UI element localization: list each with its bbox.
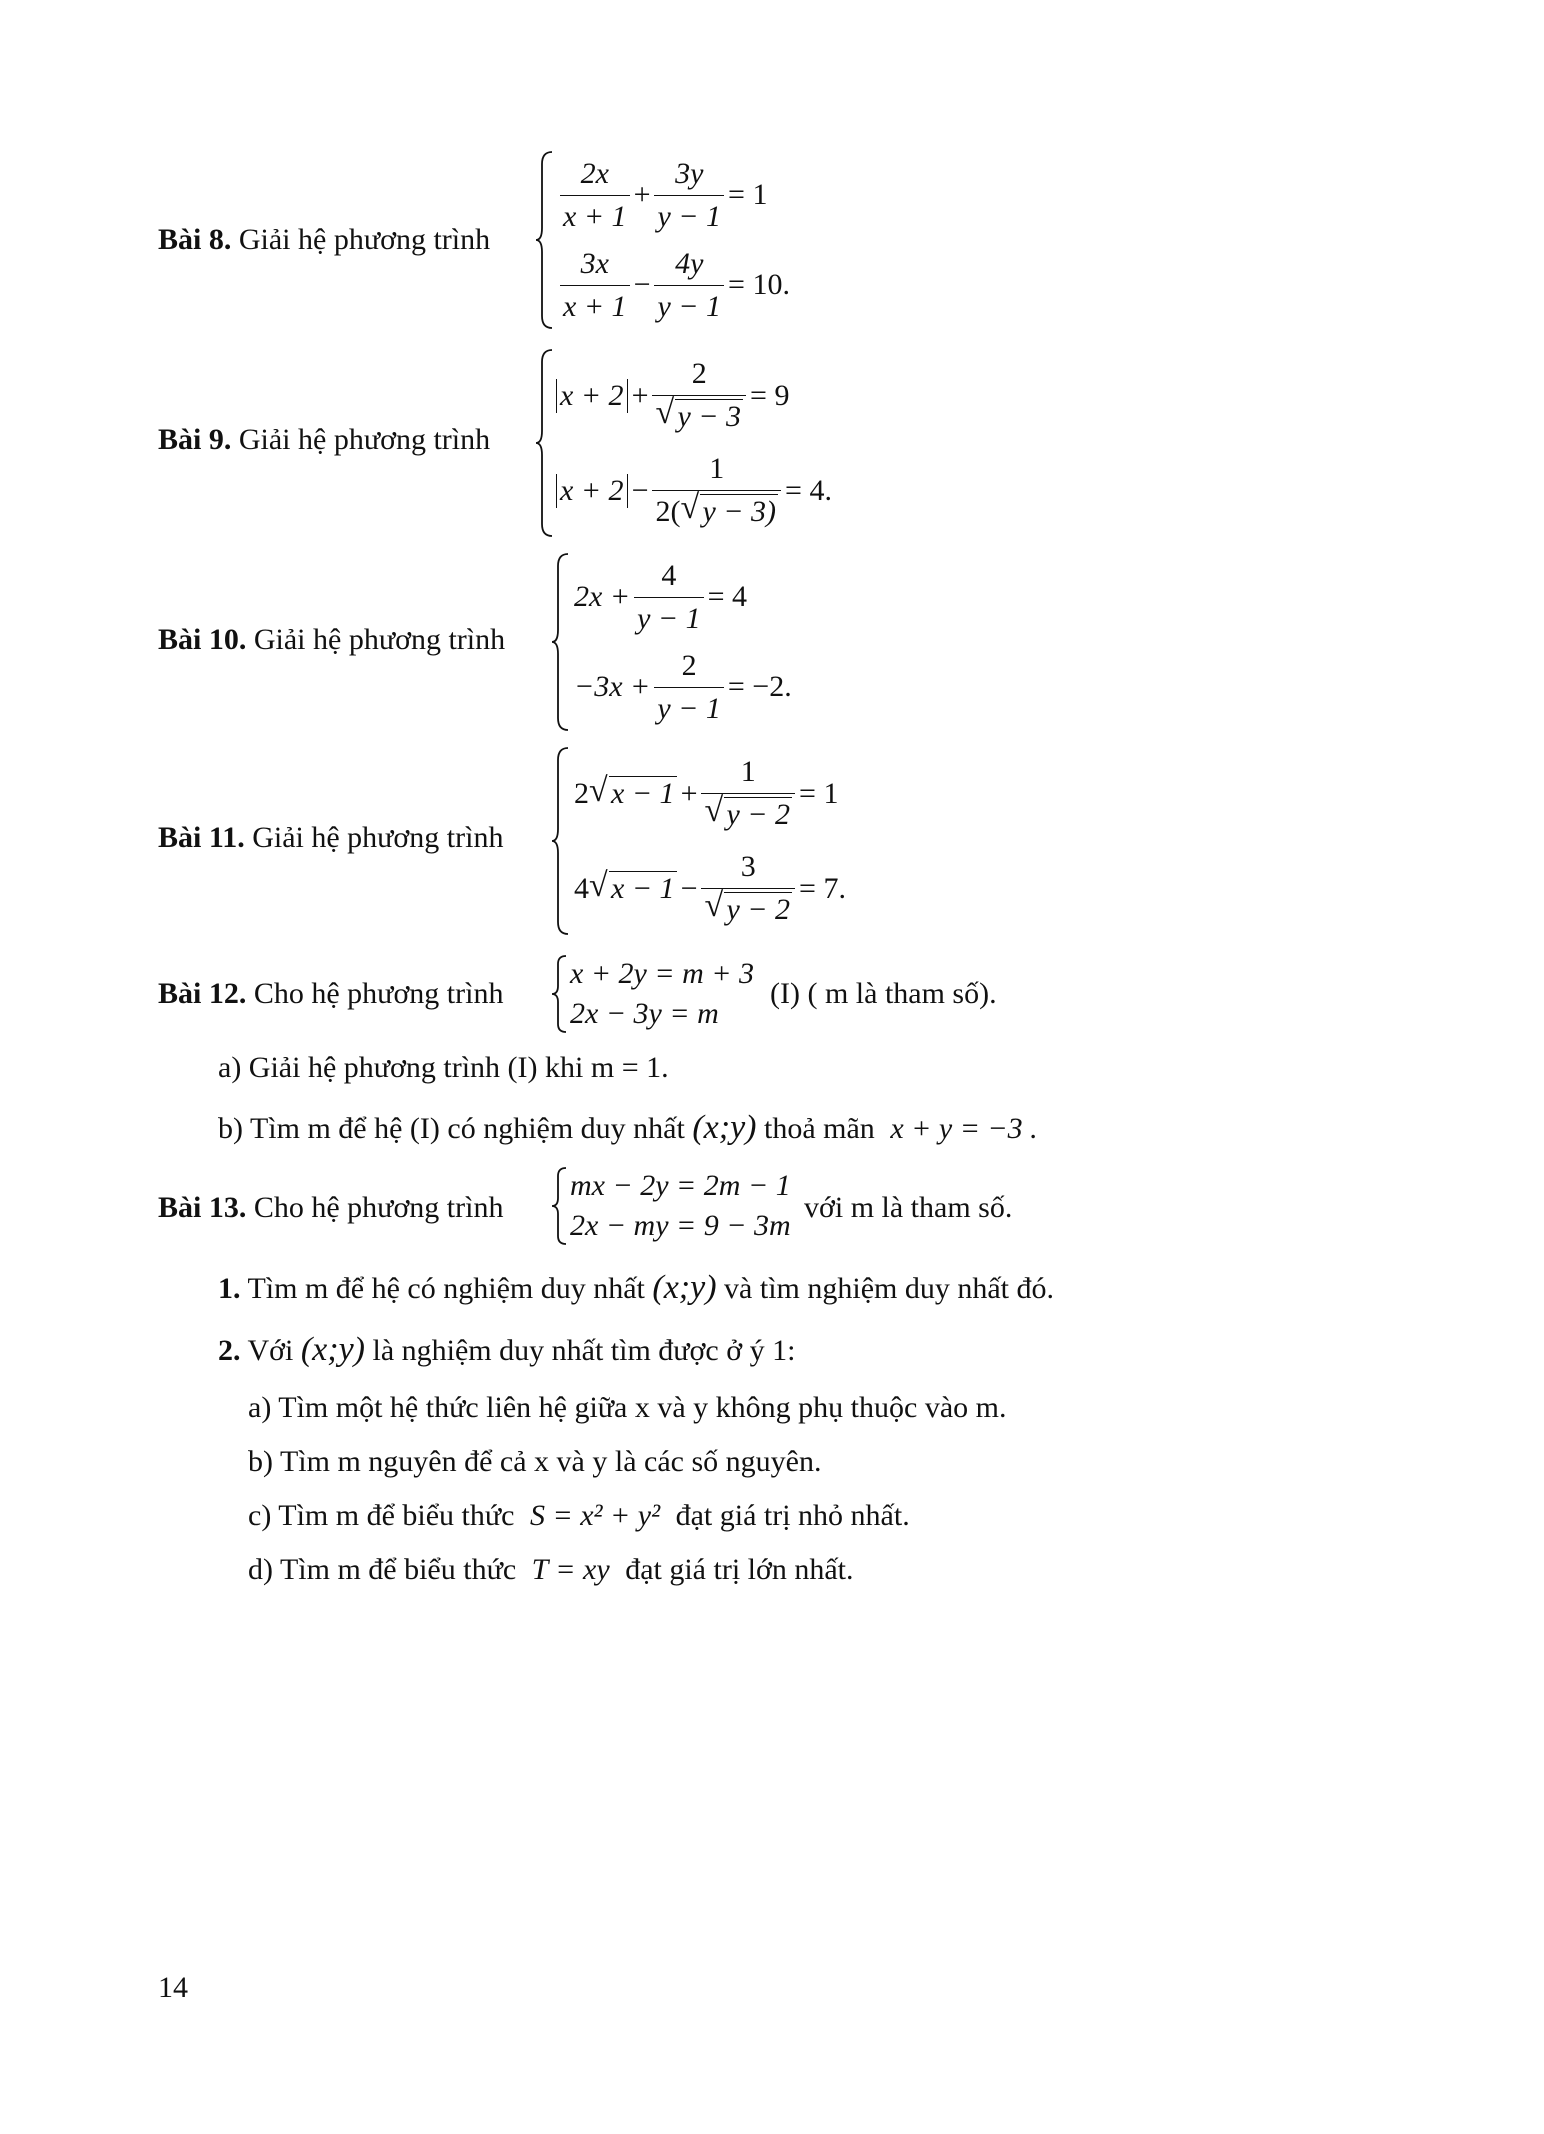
equation-1: 2x + $\frac{4}{y - 1}$ = 4 (574, 552, 792, 642)
system-brace (552, 552, 572, 732)
system-brace (552, 954, 568, 1034)
problem-13-part-d: d) Tìm m để biểu thức T = xy đạt giá trị lớn nhất. (248, 1553, 854, 1586)
problem-8-label: Bài 8. (158, 223, 232, 256)
problem-13-part-b: b) Tìm m nguyên để cả x và y là các số nguyên. (248, 1445, 822, 1478)
equation-2: 4 √ x − 1 − 3 √ y − 2 = 7. (574, 841, 846, 936)
equation-2: $\frac{3x}{x + 1}$ − $\frac{4y}{y - 1}$ = 10. (556, 240, 790, 330)
equation-2: 2x − 3y = m (570, 997, 719, 1030)
problem-9-system (556, 348, 832, 538)
equation-1: $\frac{2x}{x + 1}$ + $\frac{3y}{y - 1}$ = 1 (556, 150, 790, 240)
page-number: 14 (158, 1971, 188, 2004)
system-brace (536, 150, 556, 330)
problem-8-system (556, 150, 790, 330)
problem-10-text: Giải hệ phương trình (253, 623, 506, 656)
problem-11-text: Giải hệ phương trình (252, 821, 504, 854)
problem-10-system (574, 552, 792, 732)
equation-2: x + 2 − $\frac{1}{2(√ y - 3)}$ = 4. (556, 443, 832, 538)
problem-13-question-2: 2. Với (x;y) là nghiệm duy nhất tìm được ở ý 1: (218, 1331, 796, 1368)
problem-10-label: Bài 10. (158, 623, 247, 656)
problem-10-heading (158, 622, 505, 658)
problem-13-heading (158, 1190, 503, 1226)
equation-1: 2 √ x − 1 + 1 √ y − 2 = 1 (574, 746, 846, 841)
problem-12-text: Cho hệ phương trình (253, 977, 504, 1010)
problem-12-part-a: a) Giải hệ phương trình (I) khi m = 1. (218, 1051, 669, 1084)
problem-9-text: Giải hệ phương trình (238, 423, 491, 456)
equation-2: 2x − my = 9 − 3m (570, 1209, 791, 1242)
problem-13-label: Bài 13. (158, 1191, 247, 1224)
equation-1: x + 2y = m + 3 (570, 957, 755, 990)
problem-13-system (570, 1166, 791, 1246)
system-brace (552, 1166, 568, 1246)
problem-8-text: Giải hệ phương trình (238, 223, 491, 256)
equation-1: x + 2 + 2 √ y − 3 = 9 (556, 348, 832, 443)
problem-11-label: Bài 11. (158, 821, 245, 854)
system-brace (552, 746, 572, 936)
problem-11-system (574, 746, 846, 936)
equation-1: mx − 2y = 2m − 1 (570, 1169, 791, 1202)
problem-13-text: Cho hệ phương trình (253, 1191, 504, 1224)
problem-13-tail: với m là tham số. (804, 1191, 1013, 1224)
problem-12-heading (158, 976, 503, 1012)
problem-12-label: Bài 12. (158, 977, 247, 1010)
problem-8-heading (158, 222, 490, 258)
problem-12-system (570, 954, 754, 1034)
problem-13-part-a: a) Tìm một hệ thức liên hệ giữa x và y không phụ thuộc vào m. (248, 1391, 1007, 1424)
system-brace (536, 348, 556, 538)
problem-12-tail: (I) ( m là tham số). (770, 977, 997, 1010)
problem-9-label: Bài 9. (158, 423, 232, 456)
problem-9-heading (158, 422, 490, 458)
problem-12-part-b: b) Tìm m để hệ (I) có nghiệm duy nhất (x;y) thoả mãn x + y = −3 . (218, 1109, 1038, 1146)
problem-13-part-c: c) Tìm m để biểu thức S = x² + y² đạt giá trị nhỏ nhất. (248, 1499, 910, 1532)
problem-13-question-1: 1. Tìm m để hệ có nghiệm duy nhất (x;y) và tìm nghiệm duy nhất đó. (218, 1269, 1055, 1306)
problem-11-heading (158, 820, 503, 856)
equation-2: −3x + $\frac{2}{y - 1}$ = −2. (574, 642, 792, 732)
